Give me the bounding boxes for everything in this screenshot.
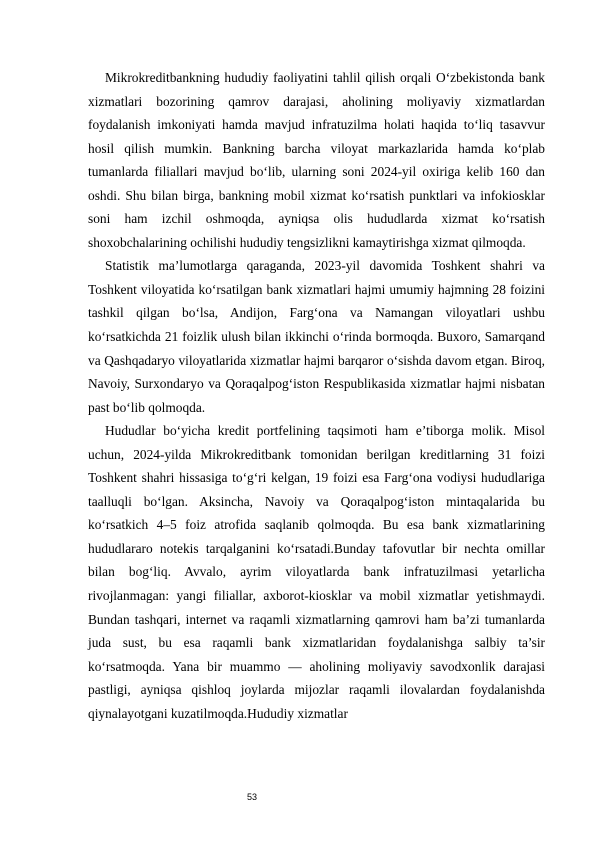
paragraph-1: Mikrokreditbankning hududiy faoliyatini tahlil qilish orqali O‘zbekistonda bank xizmatlari bozorining qamrov darajasi, aholining moliyaviy xizmatlardan foydalanish imkoniyati hamda mavjud infratuzilma holati haqida to‘liq tasavvur hosil qilish mumkin. Bankning barcha viloyat markazlarida hamda ko‘plab tumanlarda filiallari mavjud bo‘lib, ularning soni 2024-yil oxiriga kelib 160 dan oshdi. Shu bilan birga, bankning mobil xizmat ko‘rsatish punktlari va infokiosklar soni ham izchil oshmoqda, ayniqsa olis hududlarda xizmat ko‘rsatish shoxobchalarining ochilishi hududiy tengsizlikni kamaytirishga xizmat qilmoqda. bbox=[88, 70, 545, 250]
paragraph-2: Statistik ma’lumotlarga qaraganda, 2023-yil davomida Toshkent shahri va Toshkent viloyatida ko‘rsatilgan bank xizmatlari hajmi umumiy hajmning 28 foizini tashkil qilgan bo‘lsa, Andijon, Farg‘ona va Namangan viloyatlari ushbu ko‘rsatkichda 21 foizlik ulush bilan ikkinchi o‘rinda bormoqda. Buxoro, Samarqand va Qashqadaryo viloyatlarida xizmatlar hajmi barqaror o‘sishda davom etgan. Biroq, Navoiy, Surxondaryo va Qoraqalpog‘iston Respublikasida xizmatlar hajmi nisbatan past bo‘lib qolmoqda. bbox=[88, 258, 545, 415]
document-body bbox=[88, 66, 545, 725]
page-number: 53 bbox=[246, 792, 257, 802]
paragraph-3: Hududlar bo‘yicha kredit portfelining taqsimoti ham e’tiborga molik. Misol uchun, 2024-yilda Mikrokreditbank tomonidan berilgan kreditlarning 31 foizi Toshkent shahri hissasiga to‘g‘ri kelgan, 19 foizi esa Farg‘ona vodiysi hududlariga taalluqli bo‘lgan. Aksincha, Navoiy va Qoraqalpog‘iston mintaqalarida bu ko‘rsatkich 4–5 foiz atrofida saqlanib qolmoqda. Bu esa bank xizmatlarining hududlararo notekis tarqalganini ko‘rsatadi.Bunday tafovutlar bir nechta omillar bilan bog‘liq. Avvalo, ayrim viloyatlarda bank infratuzilmasi yetarlicha rivojlanmagan: yangi filiallar, axborot-kiosklar va mobil xizmatlar yetishmaydi. Bundan tashqari, internet va raqamli xizmatlarning qamrovi ham ba’zi tumanlarda juda sust, bu esa raqamli bank xizmatlaridan foydalanishga salbiy ta’sir ko‘rsatmoqda. Yana bir muammo — aholining moliyaviy savodxonlik darajasi pastligi, ayniqsa qishloq joylarda mijozlar raqamli ilovalardan foydalanishda qiynalayotgani kuzatilmoqda.Hududiy xizmatlar bbox=[88, 423, 545, 721]
